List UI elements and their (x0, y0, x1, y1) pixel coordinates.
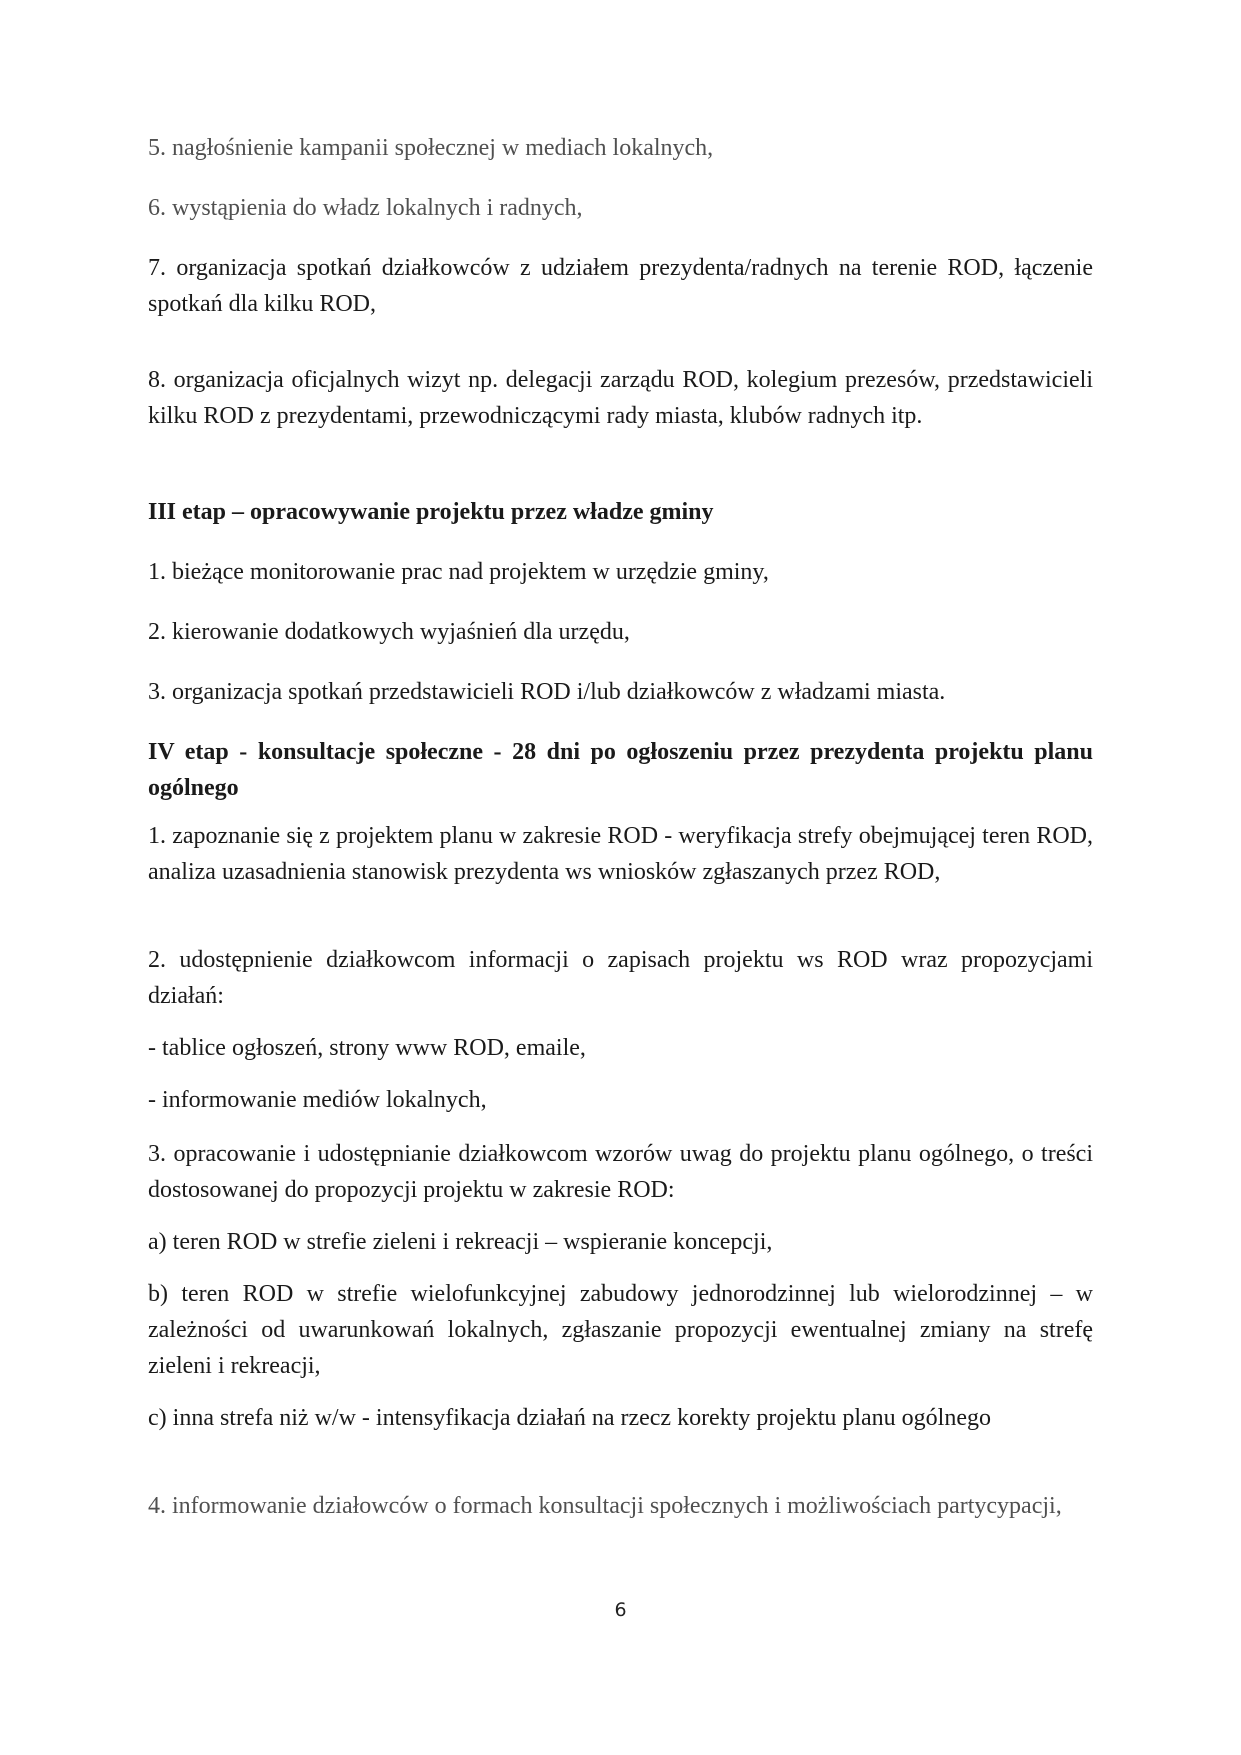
stage-4-item-1: 1. zapoznanie się z projektem planu w zakresie ROD - weryfikacja strefy obejmującej teren ROD, analiza uzasadnienia stanowisk prezydenta ws wniosków zgłaszanych przez ROD, (148, 823, 1093, 885)
stage-4-bullet-local-media: - informowanie mediów lokalnych, (148, 1087, 487, 1113)
stage-3-item-2: 2. kierowanie dodatkowych wyjaśnień dla urzędu, (148, 619, 630, 645)
stage-4-item-4: 4. informowanie działowców o formach konsultacji społecznych i możliwościach partycypacji, (148, 1493, 1062, 1519)
list-item-7: 7. organizacja spotkań działkowców z udziałem prezydenta/radnych na terenie ROD, łączenie spotkań dla kilku ROD, (148, 255, 1093, 317)
stage-4-bullet-notice-boards: - tablice ogłoszeń, strony www ROD, emaile, (148, 1035, 586, 1061)
section-heading-stage-4: IV etap - konsultacje społeczne - 28 dni po ogłoszeniu przez prezydenta projektu planu ogólnego (148, 739, 1093, 801)
stage-4-sub-item-b: b) teren ROD w strefie wielofunkcyjnej zabudowy jednorodzinnej lub wielorodzinnej – w zależności od uwarunkowań lokalnych, zgłaszanie propozycji ewentualnej zmiany na strefę zieleni i rekreacji, (148, 1281, 1093, 1379)
stage-3-item-3: 3. organizacja spotkań przedstawicieli ROD i/lub działkowców z władzami miasta. (148, 679, 946, 705)
list-item-5: 5. nagłośnienie kampanii społecznej w mediach lokalnych, (148, 135, 714, 161)
stage-4-sub-item-a: a) teren ROD w strefie zieleni i rekreacji – wspieranie koncepcji, (148, 1229, 773, 1255)
page-number: 6 (614, 1599, 627, 1621)
stage-4-item-2: 2. udostępnienie działkowcom informacji o zapisach projektu ws ROD wraz propozycjami działań: (148, 947, 1093, 1009)
stage-4-item-3: 3. opracowanie i udostępnianie działkowcom wzorów uwag do projektu planu ogólnego, o treści dostosowanej do propozycji projektu w zakresie ROD: (148, 1141, 1093, 1203)
section-heading-stage-3: III etap – opracowywanie projektu przez władze gminy (148, 499, 714, 525)
list-item-8: 8. organizacja oficjalnych wizyt np. delegacji zarządu ROD, kolegium prezesów, przedstawicieli kilku ROD z prezydentami, przewodniczącymi rady miasta, klubów radnych itp. (148, 367, 1093, 429)
stage-4-sub-item-c: c) inna strefa niż w/w - intensyfikacja działań na rzecz korekty projektu planu ogólnego (148, 1405, 991, 1431)
stage-3-item-1: 1. bieżące monitorowanie prac nad projektem w urzędzie gminy, (148, 559, 769, 585)
list-item-6: 6. wystąpienia do władz lokalnych i radnych, (148, 195, 583, 221)
